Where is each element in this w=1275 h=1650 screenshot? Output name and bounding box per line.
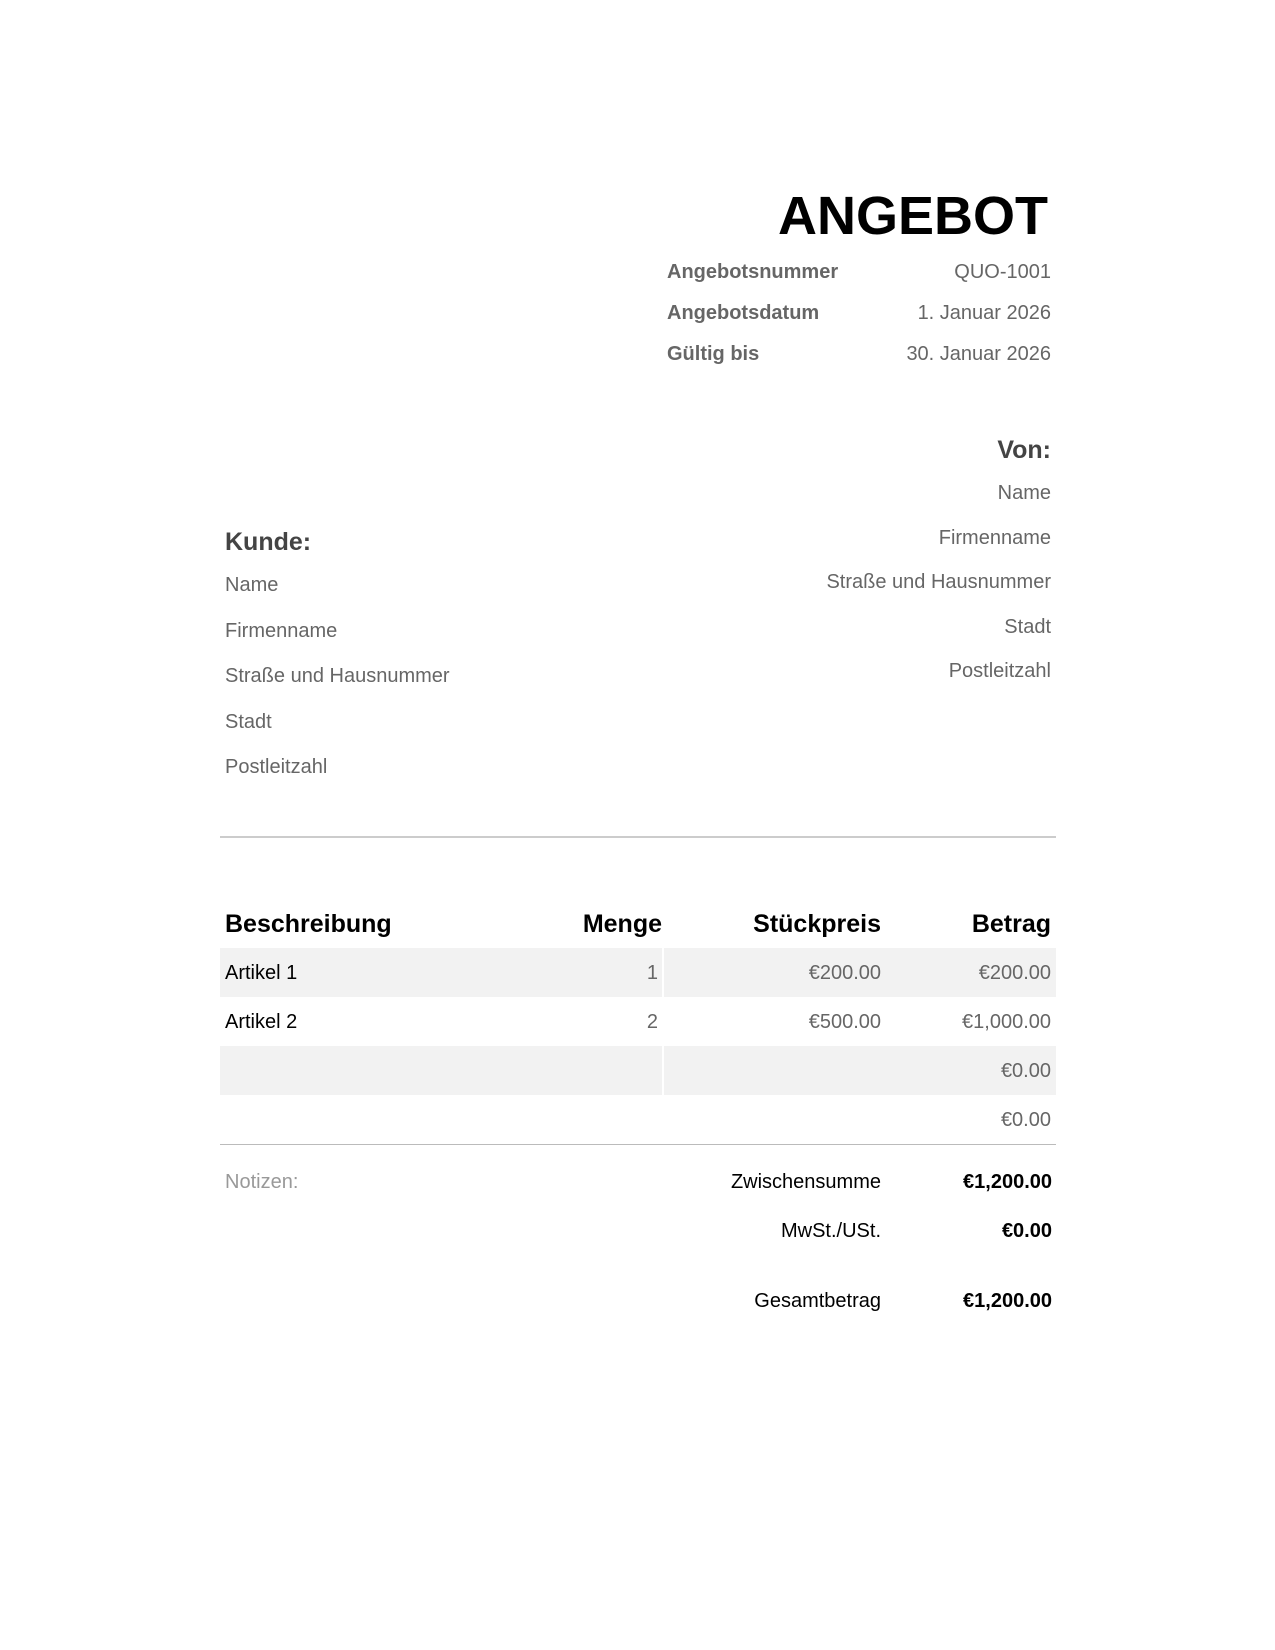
grand-total-row <box>600 1289 1052 1338</box>
meta-row-quote-date <box>667 301 1051 342</box>
item-amount: €0.00 <box>1000 1060 1051 1082</box>
item-unit-price: €500.00 <box>808 1011 881 1033</box>
total-value: €1,200.00 <box>963 1290 1052 1312</box>
document-title: ANGEBOT <box>778 186 1048 246</box>
tax-row <box>600 1219 1052 1268</box>
customer-block <box>225 527 675 801</box>
customer-postal-code: Postleitzahl <box>225 756 328 778</box>
sender-company: Firmenname <box>938 526 1051 549</box>
meta-label: Angebotsdatum <box>667 302 820 324</box>
row-left-cell <box>220 1046 662 1095</box>
header-amount: Betrag <box>971 910 1051 938</box>
item-description: Artikel 2 <box>225 1011 298 1033</box>
table-bottom-rule <box>220 1144 1056 1145</box>
meta-row-quote-number <box>667 260 1051 301</box>
tax-value: €0.00 <box>1001 1220 1052 1242</box>
sender-name: Name <box>997 482 1051 504</box>
quote-meta <box>667 260 1051 383</box>
item-amount: €200.00 <box>978 962 1051 984</box>
section-divider <box>220 836 1056 838</box>
meta-value: 1. Januar 2026 <box>917 302 1051 324</box>
meta-value: 30. Januar 2026 <box>906 343 1051 365</box>
sender-heading: Von: <box>997 436 1051 464</box>
notes-label: Notizen: <box>225 1171 299 1193</box>
meta-label: Angebotsnummer <box>667 261 839 283</box>
header-description: Beschreibung <box>225 910 392 938</box>
row-right-cell <box>664 1095 1056 1144</box>
row-right-cell <box>664 1046 1056 1095</box>
customer-company: Firmenname <box>225 619 338 642</box>
sender-city: Stadt <box>1004 615 1051 638</box>
total-label: Gesamtbetrag <box>754 1290 881 1312</box>
row-right-cell <box>664 948 1056 997</box>
items-table <box>220 905 1056 1144</box>
row-left-cell <box>220 1095 662 1144</box>
subtotal-label: Zwischensumme <box>730 1171 881 1193</box>
row-left-cell <box>220 948 662 997</box>
items-table-header <box>220 905 1056 948</box>
item-quantity: 2 <box>646 1011 658 1033</box>
header-unit-price: Stückpreis <box>753 910 881 938</box>
table-row <box>220 1095 1056 1144</box>
item-quantity: 1 <box>646 962 658 984</box>
header-quantity: Menge <box>582 910 662 938</box>
meta-row-valid-until <box>667 342 1051 383</box>
meta-value: QUO-1001 <box>954 261 1051 283</box>
tax-label: MwSt./USt. <box>780 1220 881 1242</box>
sender-postal-code: Postleitzahl <box>948 660 1051 682</box>
table-row <box>220 948 1056 997</box>
customer-name: Name <box>225 574 279 596</box>
subtotal-row <box>600 1170 1052 1219</box>
item-amount: €1,000.00 <box>962 1011 1051 1033</box>
customer-city: Stadt <box>225 710 272 733</box>
item-description: Artikel 1 <box>225 962 298 984</box>
row-right-cell <box>664 997 1056 1046</box>
item-amount: €0.00 <box>1000 1109 1051 1131</box>
subtotal-value: €1,200.00 <box>963 1171 1052 1193</box>
table-row <box>220 997 1056 1046</box>
customer-heading: Kunde: <box>225 528 312 556</box>
meta-label: Gültig bis <box>667 343 760 365</box>
item-unit-price: €200.00 <box>808 962 881 984</box>
table-row <box>220 1046 1056 1095</box>
row-left-cell <box>220 997 662 1046</box>
totals-block <box>600 1170 1052 1338</box>
customer-street: Straße und Hausnummer <box>225 665 450 687</box>
sender-street: Straße und Hausnummer <box>826 571 1051 593</box>
